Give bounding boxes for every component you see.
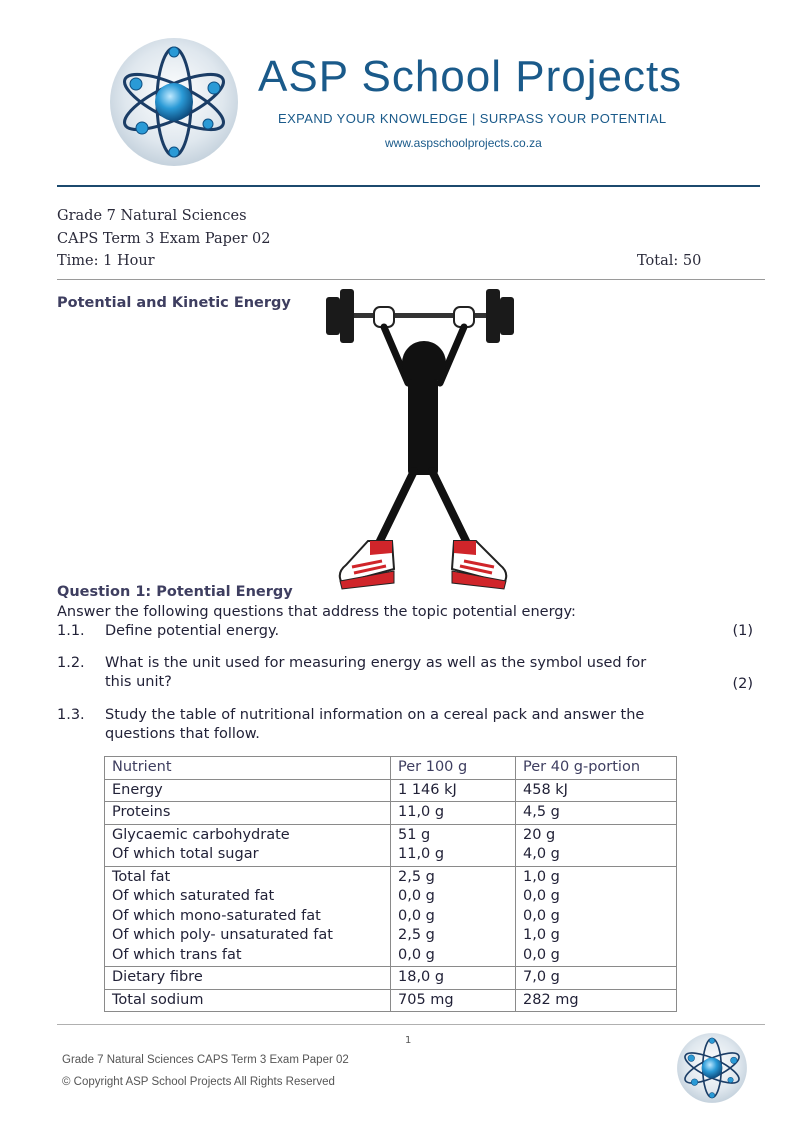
table-cell — [105, 824, 391, 866]
cell-line: Proteins — [112, 804, 171, 820]
question-text: Define potential energy. — [105, 623, 280, 639]
table-cell — [516, 989, 677, 1012]
cell-line: Total sodium — [112, 991, 204, 1008]
question-marks: (2) — [732, 676, 753, 692]
cell-line: Energy — [112, 781, 163, 798]
cell-line: 51 g — [398, 826, 431, 843]
cell-line: 18,0 g — [398, 969, 445, 985]
cell-line: 7,0 g — [523, 969, 560, 985]
table-cell — [391, 802, 516, 825]
table-cell — [391, 779, 516, 802]
question-number: 1.2. — [57, 655, 85, 671]
brand-url: www.aspschoolprojects.co.za — [385, 136, 542, 150]
table-cell — [105, 866, 391, 967]
nutrition-table — [104, 756, 677, 1012]
cell-line: 0,0 g — [398, 888, 435, 904]
cell-line: Of which mono-saturated fat — [112, 907, 321, 924]
brand-name: ASP School Projects — [258, 52, 683, 101]
question-number: 1.3. — [57, 707, 85, 723]
atom-logo-icon — [676, 1032, 748, 1104]
question-1-title: Question 1: Potential Energy — [57, 584, 293, 600]
table-row — [105, 802, 677, 825]
cell-line: Total fat — [112, 868, 171, 885]
atom-logo-icon — [108, 36, 240, 168]
table-row — [105, 967, 677, 990]
cell-line: Of which poly- unsaturated fat — [112, 927, 333, 943]
cell-line: Glycaemic carbohydrate — [112, 826, 290, 843]
cell-line: Of which saturated fat — [112, 888, 275, 904]
table-cell — [105, 779, 391, 802]
cell-line: 4,0 g — [523, 846, 560, 862]
cell-line: 0,0 g — [523, 888, 560, 904]
table-cell — [516, 866, 677, 967]
cell-line: 1,0 g — [523, 927, 560, 943]
cell-line: 2,5 g — [398, 868, 435, 885]
question-1-instruction: Answer the following questions that address the topic potential energy: — [57, 604, 576, 620]
cell-line: Dietary fibre — [112, 969, 203, 985]
cell-line: 0,0 g — [523, 946, 560, 963]
table-cell — [391, 989, 516, 1012]
footer-paper-title: Grade 7 Natural Sciences CAPS Term 3 Exam Paper 02 — [62, 1054, 349, 1066]
table-cell — [516, 779, 677, 802]
table-cell — [391, 866, 516, 967]
weightlifter-illustration — [322, 283, 518, 603]
question-text: this unit? — [105, 674, 172, 690]
table-cell — [105, 989, 391, 1012]
footer-copyright: © Copyright ASP School Projects All Rights Reserved — [62, 1076, 335, 1088]
cell-line: 0,0 g — [398, 907, 435, 924]
column-header: Per 40 g-portion — [516, 757, 677, 780]
cell-line: 11,0 g — [398, 846, 445, 862]
table-cell — [516, 967, 677, 990]
page-number: 1 — [405, 1035, 412, 1046]
question-text: Study the table of nutritional information on a cereal pack and answer the — [105, 707, 645, 723]
table-cell — [105, 967, 391, 990]
paper-time: Time: 1 Hour — [57, 253, 155, 269]
cell-line: 705 mg — [398, 991, 454, 1008]
table-cell — [391, 824, 516, 866]
cell-line: 1 146 kJ — [398, 781, 457, 798]
column-header: Per 100 g — [391, 757, 516, 780]
cell-line: 458 kJ — [523, 781, 568, 798]
cell-line: Of which trans fat — [112, 946, 242, 963]
topic-title: Potential and Kinetic Energy — [57, 295, 291, 311]
paper-total: Total: 50 — [637, 253, 702, 269]
column-header: Nutrient — [105, 757, 391, 780]
cell-line: 0,0 g — [523, 907, 560, 924]
table-row — [105, 866, 677, 967]
table-row — [105, 824, 677, 866]
paper-subject: Grade 7 Natural Sciences — [57, 208, 247, 224]
paper-title: CAPS Term 3 Exam Paper 02 — [57, 231, 271, 247]
table-header-row — [105, 757, 677, 780]
table-cell — [516, 824, 677, 866]
question-text: questions that follow. — [105, 726, 260, 742]
info-divider — [57, 279, 765, 280]
cell-line: 4,5 g — [523, 804, 560, 820]
cell-line: 282 mg — [523, 991, 579, 1008]
footer-divider — [57, 1024, 765, 1025]
table-cell — [105, 802, 391, 825]
cell-line: Of which total sugar — [112, 846, 259, 862]
table-cell — [391, 967, 516, 990]
question-marks: (1) — [732, 623, 753, 639]
question-text: What is the unit used for measuring energy as well as the symbol used for — [105, 655, 647, 671]
table-row — [105, 989, 677, 1012]
cell-line: 20 g — [523, 826, 556, 843]
question-number: 1.1. — [57, 623, 85, 639]
header-divider — [57, 185, 760, 187]
brand-tagline: EXPAND YOUR KNOWLEDGE | SURPASS YOUR POTENTIAL — [278, 111, 667, 126]
table-cell — [516, 802, 677, 825]
cell-line: 11,0 g — [398, 804, 445, 820]
cell-line: 0,0 g — [398, 946, 435, 963]
table-row — [105, 779, 677, 802]
cell-line: 2,5 g — [398, 927, 435, 943]
cell-line: 1,0 g — [523, 868, 560, 885]
